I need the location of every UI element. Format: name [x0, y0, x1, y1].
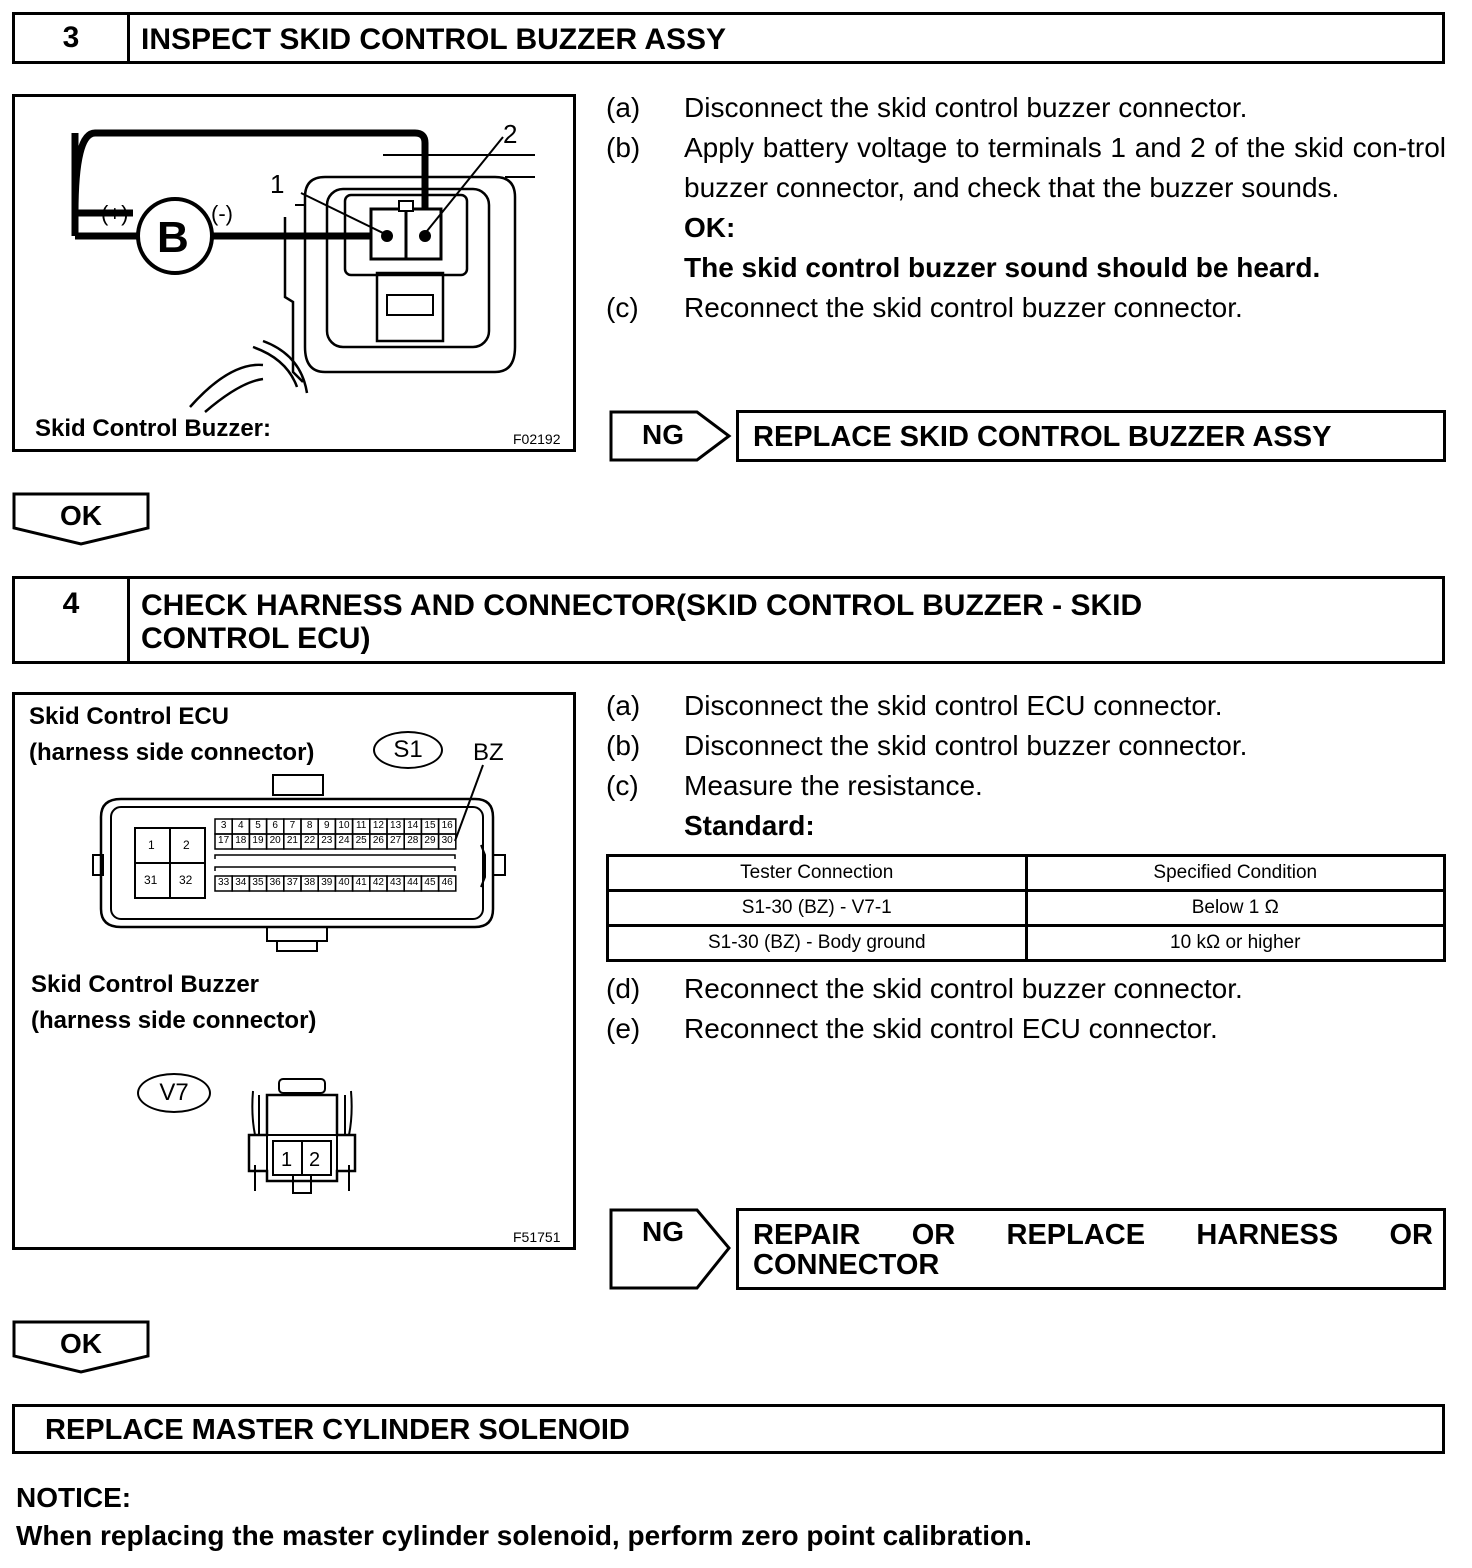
terminal-2-label: 2	[503, 119, 518, 149]
step4-ng-label: NG	[642, 1216, 684, 1247]
figure-code: F02192	[513, 431, 561, 447]
ecu-pin-label: 44	[407, 877, 419, 888]
ecu-pin-label: 16	[441, 820, 453, 831]
ecu-label-2: (harness side connector)	[29, 739, 315, 766]
table-row	[608, 926, 1445, 961]
buzzer-connector-tag: V7	[137, 1073, 211, 1113]
ecu-pin-label: 37	[286, 877, 298, 888]
notice-text: When replacing the master cylinder solenoid, perform zero point calibration.	[16, 1520, 1032, 1551]
ecu-pin-label: 30	[441, 835, 453, 846]
table-cell: Below 1 Ω	[1026, 891, 1445, 926]
ecu-pin-label: 7	[289, 820, 296, 831]
battery-letter: B	[157, 213, 189, 262]
step4-title-line2: CONTROL ECU)	[141, 622, 371, 655]
step4-item-d: (d) Reconnect the skid control buzzer connector.	[606, 973, 1243, 1004]
ecu-pin-label: 42	[372, 877, 384, 888]
ecu-pin-label: 13	[390, 820, 402, 831]
plus-label: (+)	[101, 201, 129, 226]
ecu-pin-label: 25	[355, 835, 367, 846]
v7-pin-1: 1	[281, 1149, 293, 1171]
ecu-pin-label: 46	[441, 877, 453, 888]
v7-pin-2: 2	[309, 1149, 321, 1171]
ok-label: OK:	[684, 212, 736, 243]
step4-instructions-after	[606, 969, 1446, 1049]
ecu-pin-label: 43	[390, 877, 402, 888]
table-cell: 10 kΩ or higher	[1026, 926, 1445, 961]
ecu-pin-label: 41	[355, 877, 367, 888]
step3-title: INSPECT SKID CONTROL BUZZER ASSY	[141, 23, 727, 56]
ecu-pin-label: 15	[424, 820, 436, 831]
ecu-pin-label: 36	[269, 877, 281, 888]
table-row	[608, 891, 1445, 926]
step3-item-b: (b) Apply battery voltage to terminals 1 and 2 of the skid con-trol buzzer connector, and check that the buzzer sounds.	[606, 132, 1446, 203]
ecu-pin-label: 11	[355, 820, 367, 831]
ecu-pin-label: 14	[407, 820, 419, 831]
ecu-pin-label: 28	[407, 835, 419, 846]
step3-header	[12, 12, 1445, 64]
ecu-pin-label: 17	[218, 835, 230, 846]
ecu-pin-label: 9	[324, 820, 330, 831]
buzzer-diagram	[15, 97, 573, 449]
step3-ng-label: NG	[642, 419, 684, 450]
ecu-pin-label: 24	[338, 835, 350, 846]
ecu-label-1: Skid Control ECU	[29, 703, 230, 730]
ecu-pin-label: 5	[255, 820, 261, 831]
ecu-connector-tag: S1	[373, 731, 443, 769]
step4-ok-button[interactable]: OK	[12, 1320, 150, 1374]
figure-code: F51751	[513, 1229, 561, 1245]
step3-figure	[12, 94, 576, 452]
standard-label: Standard:	[684, 810, 815, 841]
big-pin-31: 31	[144, 873, 158, 887]
ecu-pin-label: 33	[218, 877, 230, 888]
step4-instructions-before	[606, 686, 1446, 846]
ecu-pin-label: 22	[304, 835, 316, 846]
step4-item-e: (e) Reconnect the skid control ECU connector.	[606, 1013, 1218, 1044]
figure-label: Skid Control Buzzer:	[35, 415, 272, 442]
table-cell: S1-30 (BZ) - Body ground	[608, 926, 1027, 961]
step4-figure	[12, 692, 576, 1250]
ecu-pin-label: 40	[338, 877, 350, 888]
bz-label: BZ	[473, 739, 504, 766]
ecu-pin-label: 38	[304, 877, 316, 888]
ecu-pin-label: 39	[321, 877, 333, 888]
ecu-pin-label: 8	[306, 820, 313, 831]
ecu-pin-label: 10	[338, 820, 350, 831]
ecu-pin-label: 12	[372, 820, 384, 831]
standard-table	[606, 854, 1446, 962]
ecu-pin-label: 45	[424, 877, 436, 888]
table-header: Specified Condition	[1026, 856, 1445, 891]
ecu-pin-label: 29	[424, 835, 436, 846]
ecu-pin-label: 19	[252, 835, 264, 846]
big-pin-1: 1	[148, 838, 155, 852]
ecu-pin-label: 27	[390, 835, 402, 846]
minus-label: (-)	[211, 201, 233, 226]
step3-number: 3	[15, 15, 130, 61]
step4-item-b: (b) Disconnect the skid control buzzer connector.	[606, 730, 1248, 761]
step4-number: 4	[15, 579, 130, 661]
step4-title-line1: CHECK HARNESS AND CONNECTOR(SKID CONTROL BUZZER - SKID	[141, 589, 1143, 622]
step4-item-c: (c) Measure the resistance.	[606, 770, 983, 801]
ecu-pin-label: 23	[321, 835, 333, 846]
ecu-pin-label: 3	[220, 820, 227, 831]
ecu-pin-label: 18	[235, 835, 247, 846]
final-action: REPLACE MASTER CYLINDER SOLENOID	[12, 1404, 1445, 1454]
step4-header	[12, 576, 1445, 664]
table-cell: S1-30 (BZ) - V7-1	[608, 891, 1027, 926]
ecu-pin-label: 6	[272, 820, 278, 831]
terminal-1-label: 1	[270, 169, 285, 199]
step4-ng-action: REPAIR OR REPLACE HARNESS OR CONNECTOR	[736, 1208, 1446, 1290]
step4-item-a: (a) Disconnect the skid control ECU connector.	[606, 690, 1223, 721]
big-pin-32: 32	[179, 873, 193, 887]
step3-item-c: (c) Reconnect the skid control buzzer connector.	[606, 292, 1243, 323]
ecu-pin-label: 26	[372, 835, 384, 846]
ecu-pin-label: 35	[252, 877, 264, 888]
ecu-pin-label: 34	[235, 877, 247, 888]
ok-text: The skid control buzzer sound should be heard.	[684, 252, 1321, 283]
step3-ng-action: REPLACE SKID CONTROL BUZZER ASSY	[736, 410, 1446, 462]
step3-item-a: (a) Disconnect the skid control buzzer connector.	[606, 92, 1248, 123]
buzzer-label-2: (harness side connector)	[31, 1007, 317, 1034]
table-header: Tester Connection	[608, 856, 1027, 891]
step3-instructions	[606, 88, 1446, 328]
ecu-pin-label: 20	[269, 835, 281, 846]
big-pin-2: 2	[183, 838, 190, 852]
ecu-pin-label: 4	[238, 820, 244, 831]
ecu-guide-lines	[215, 855, 455, 871]
ecu-pin-label: 21	[286, 835, 298, 846]
step3-ok-button[interactable]: OK	[12, 492, 150, 546]
table-header-row	[608, 856, 1445, 891]
buzzer-label-1: Skid Control Buzzer	[31, 971, 260, 998]
notice-label: NOTICE:	[16, 1482, 132, 1513]
